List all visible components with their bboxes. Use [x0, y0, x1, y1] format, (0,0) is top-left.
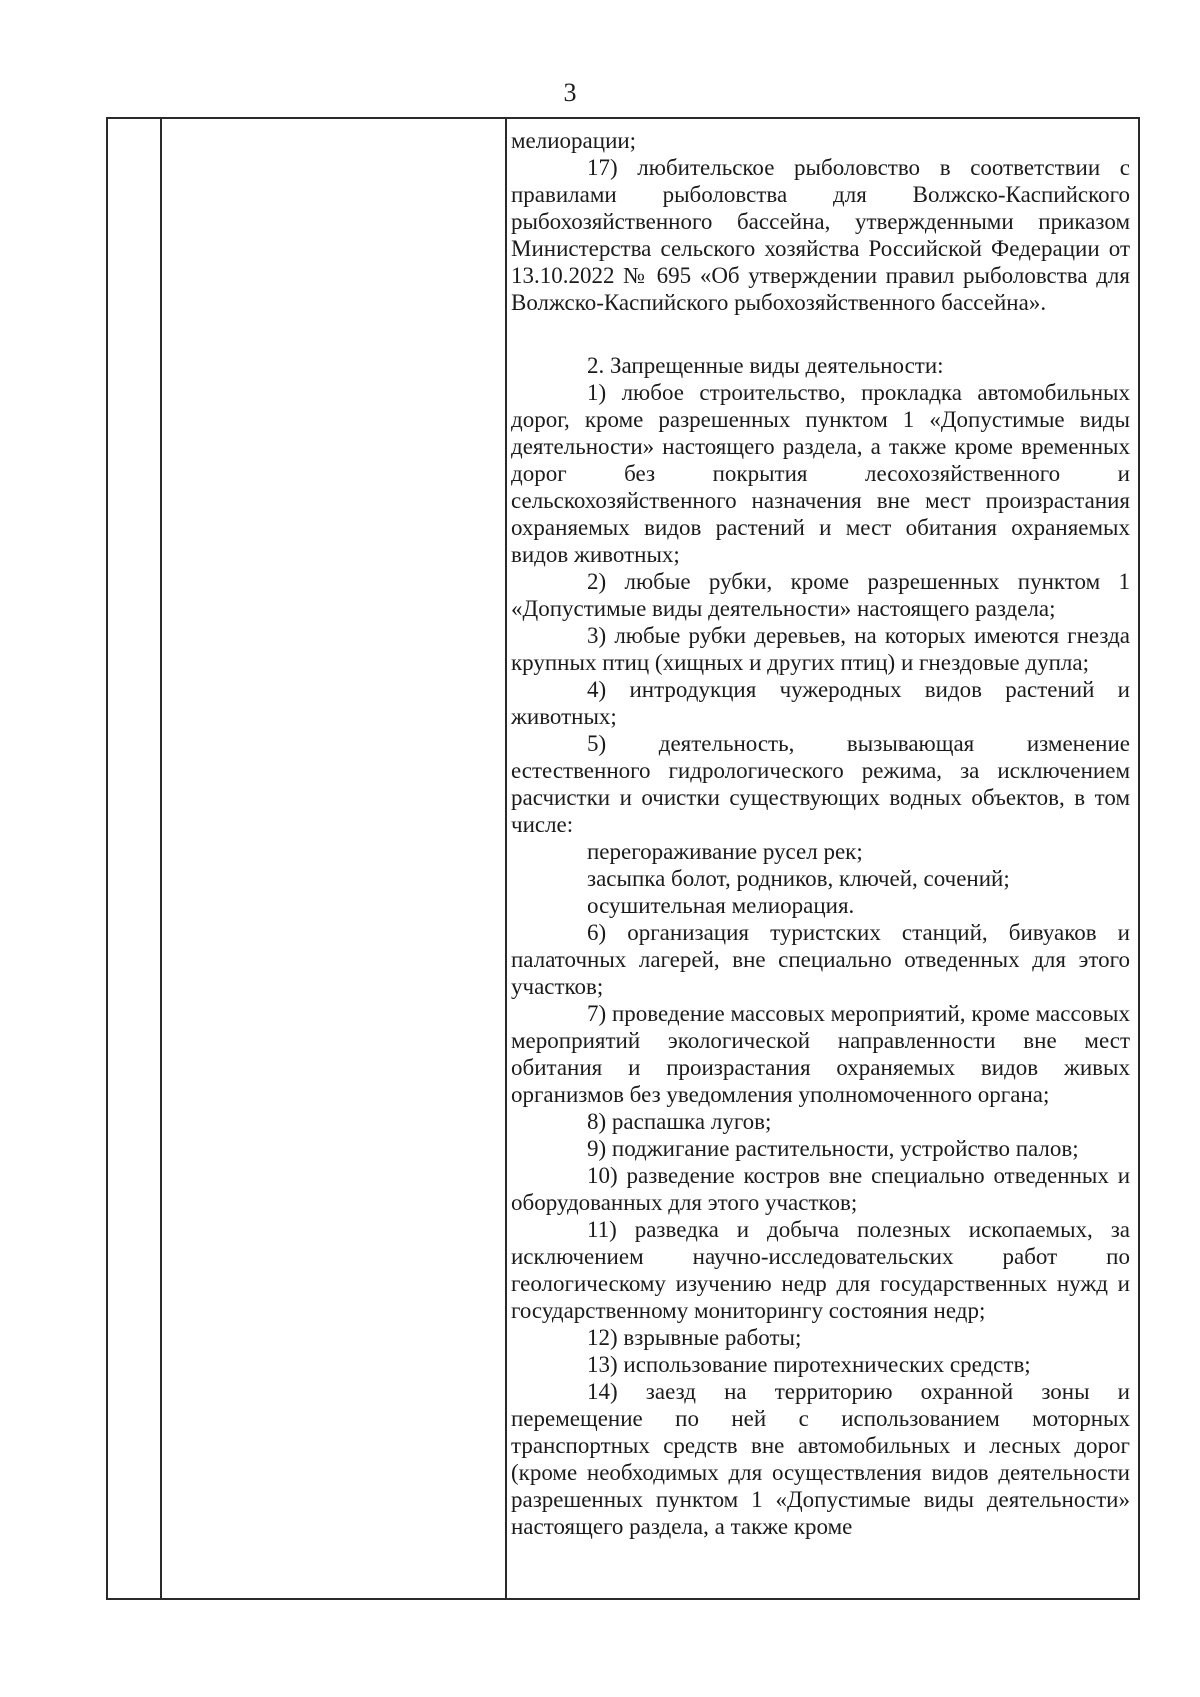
- paragraph: 4) интродукция чужеродных видов растений и животных;: [511, 677, 1130, 729]
- column-divider-2: [505, 119, 507, 1598]
- paragraph: засыпка болот, родников, ключей, сочений;: [587, 866, 1010, 891]
- paragraph: осушительная мелиорация.: [587, 893, 855, 918]
- column-divider-1: [160, 119, 162, 1598]
- paragraph: перегораживание русел рек;: [587, 839, 863, 864]
- paragraph: 2) любые рубки, кроме разрешенных пунктом 1 «Допустимые виды деятельности» настоящего раздела;: [511, 569, 1130, 621]
- paragraph: 17) любительское рыболовство в соответствии с правилами рыболовства для Волжско-Каспийского рыбохозяйственного бассейна, утвержденными приказом Министерства сельского хозяйства Российской Федерации от 13.10.2022 № 695 «Об утверждении правил рыболовства для Волжско-Каспийского рыбохозяйственного бассейна».: [511, 155, 1130, 315]
- paragraph: 12) взрывные работы;: [587, 1325, 802, 1350]
- paragraph: 10) разведение костров вне специально отведенных и оборудованных для этого участков;: [511, 1163, 1130, 1215]
- paragraph: 1) любое строительство, прокладка автомобильных дорог, кроме разрешенных пунктом 1 «Допустимые виды деятельности» настоящего раздела, а также кроме временных дорог без покрытия лесохозяйственного и сельскохозяйственного назначения вне мест произрастания охраняемых видов растений и мест обитания охраняемых видов животных;: [511, 380, 1130, 567]
- paragraph: 7) проведение массовых мероприятий, кроме массовых мероприятий экологической направленности вне мест обитания и произрастания охраняемых видов живых организмов без уведомления уполномоченного органа;: [511, 1001, 1130, 1107]
- paragraph: 3) любые рубки деревьев, на которых имеются гнезда крупных птиц (хищных и других птиц) и гнездовые дупла;: [511, 623, 1130, 675]
- paragraph: 9) поджигание растительности, устройство палов;: [587, 1136, 1079, 1161]
- paragraph: мелиорации;: [511, 128, 637, 153]
- paragraph: 6) организация туристских станций, бивуаков и палаточных лагерей, вне специально отведенных для этого участков;: [511, 920, 1130, 999]
- paragraph-spacer: [511, 316, 1130, 352]
- paragraph: 2. Запрещенные виды деятельности:: [587, 353, 944, 378]
- paragraph: 11) разведка и добыча полезных ископаемых, за исключением научно-исследовательских работ по геологическому изучению недр для государственных нужд и государственному мониторингу состояния недр;: [511, 1217, 1130, 1323]
- regulation-table: [106, 117, 1140, 1600]
- paragraph: 14) заезд на территорию охранной зоны и перемещение по ней с использованием моторных транспортных средств вне автомобильных и лесных дорог (кроме необходимых для осуществления видов деятельности разрешенных пунктом 1 «Допустимые виды деятельности» настоящего раздела, а также кроме: [511, 1379, 1130, 1539]
- paragraph: 13) использование пиротехнических средств;: [587, 1352, 1031, 1377]
- paragraph: 5) деятельность, вызывающая изменение естественного гидрологического режима, за исключением расчистки и очистки существующих водных объектов, в том числе:: [511, 731, 1130, 837]
- paragraph: 8) распашка лугов;: [587, 1109, 772, 1134]
- activities-text-cell: [511, 127, 1130, 1540]
- page-number: 3: [563, 78, 577, 107]
